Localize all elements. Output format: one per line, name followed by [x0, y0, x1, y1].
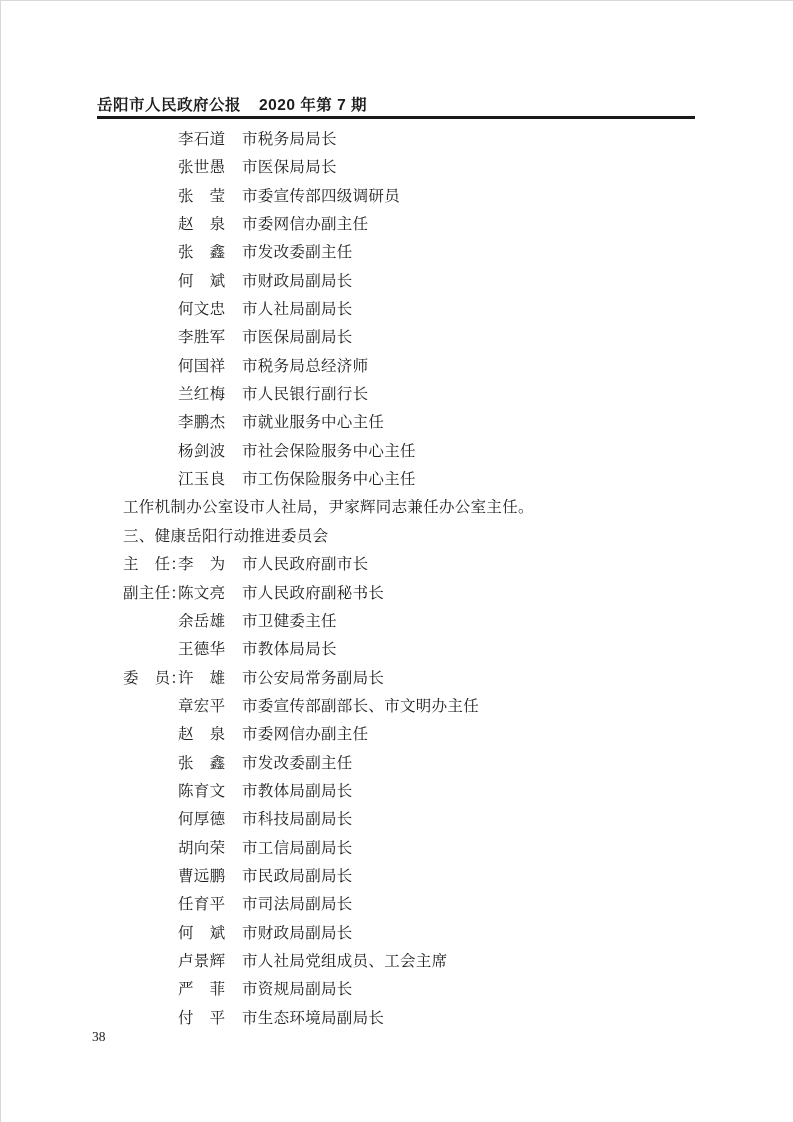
member-title: 市公安局常务副局长 — [242, 669, 385, 687]
member-title: 市卫健委主任 — [242, 612, 337, 630]
appointee-row — [123, 211, 703, 239]
member-name: 陈文亮 — [178, 584, 226, 602]
committee-row — [123, 1005, 703, 1033]
appointee-row — [123, 183, 703, 211]
member-title: 市委网信办副主任 — [242, 726, 369, 744]
appointee-row — [123, 239, 703, 267]
member-title: 市税务局局长 — [242, 131, 337, 148]
member-name: 卢景辉 — [178, 952, 226, 970]
member-name: 严 菲 — [178, 981, 226, 999]
appointee-row — [123, 381, 703, 409]
issue-label: 2020 年第 7 期 — [259, 97, 368, 114]
member-name: 任育平 — [178, 896, 226, 914]
committee-row — [123, 920, 703, 948]
member-title: 市发改委副主任 — [242, 754, 353, 772]
committee-list — [123, 551, 703, 1033]
member-name: 何厚德 — [178, 811, 226, 829]
member-name: 杨剑波 — [178, 442, 226, 460]
role-label: 副主任： — [123, 584, 187, 602]
appointee-list — [123, 126, 703, 494]
committee-row — [123, 835, 703, 863]
member-name: 江玉良 — [178, 471, 226, 489]
committee-row — [123, 721, 703, 749]
committee-row — [123, 948, 703, 976]
member-title: 市财政局副局长 — [242, 924, 353, 942]
member-name: 张 莹 — [178, 187, 226, 205]
member-name: 李胜军 — [178, 329, 226, 347]
member-name: 张 鑫 — [178, 754, 226, 772]
office-note: 工作机制办公室设市人社局，尹家辉同志兼任办公室主任。 — [123, 499, 534, 517]
appointee-row — [123, 154, 703, 182]
member-name: 胡向荣 — [178, 839, 226, 857]
member-name: 王德华 — [178, 641, 226, 659]
member-title: 市人社局党组成员、工会主席 — [242, 952, 448, 970]
member-name: 付 平 — [178, 1009, 226, 1027]
member-name: 李鹏杰 — [178, 414, 226, 432]
committee-row — [123, 806, 703, 834]
member-title: 市民政局副局长 — [242, 867, 353, 885]
member-title: 市发改委副主任 — [242, 244, 353, 262]
appointee-row — [123, 466, 703, 494]
appointee-row — [123, 353, 703, 381]
member-title: 市医保局副局长 — [242, 329, 353, 347]
appointee-row — [123, 268, 703, 296]
appointee-row — [123, 409, 703, 437]
member-name: 章宏平 — [178, 697, 226, 715]
member-name: 张世愚 — [178, 159, 226, 177]
page-number: 38 — [92, 1029, 106, 1044]
member-title: 市财政局副局长 — [242, 272, 353, 290]
member-name: 李 为 — [178, 556, 226, 574]
member-name: 赵 泉 — [178, 216, 226, 234]
section-heading: 三、健康岳阳行动推进委员会 — [123, 527, 329, 545]
member-title: 市人民银行副行长 — [242, 386, 369, 404]
committee-row — [123, 608, 703, 636]
committee-row — [123, 580, 703, 608]
member-title: 市人社局副局长 — [242, 301, 353, 319]
member-name: 何国祥 — [178, 357, 226, 375]
member-title: 市人民政府副秘书长 — [242, 584, 385, 602]
member-name: 兰红梅 — [178, 386, 226, 404]
member-title: 市司法局副局长 — [242, 896, 353, 914]
member-title: 市就业服务中心主任 — [242, 414, 385, 432]
committee-row — [123, 778, 703, 806]
member-name: 李石道 — [178, 131, 226, 148]
running-header — [97, 98, 367, 114]
member-name: 何 斌 — [178, 272, 226, 290]
appointee-row — [123, 296, 703, 324]
member-name: 赵 泉 — [178, 726, 226, 744]
committee-row — [123, 863, 703, 891]
member-title: 市医保局局长 — [242, 159, 337, 177]
member-name: 许 雄 — [178, 669, 226, 687]
member-name: 何 斌 — [178, 924, 226, 942]
role-label: 主 任： — [123, 556, 187, 574]
member-name: 余岳雄 — [178, 612, 226, 630]
member-name: 曹远鹏 — [178, 867, 226, 885]
appointee-row — [123, 324, 703, 352]
member-title: 市社会保险服务中心主任 — [242, 442, 416, 460]
member-title: 市委网信办副主任 — [242, 216, 369, 234]
document-body — [123, 126, 703, 1033]
role-label: 委 员： — [123, 669, 187, 687]
appointee-row — [123, 438, 703, 466]
member-title: 市工伤保险服务中心主任 — [242, 471, 416, 489]
member-title: 市教体局副局长 — [242, 782, 353, 800]
member-name: 陈育文 — [178, 782, 226, 800]
member-title: 市委宣传部副部长、市文明办主任 — [242, 697, 480, 715]
committee-row — [123, 693, 703, 721]
header-rule — [97, 116, 695, 119]
member-title: 市税务局总经济师 — [242, 357, 369, 375]
member-name: 何文忠 — [178, 301, 226, 319]
member-title: 市人民政府副市长 — [242, 556, 369, 574]
gazette-title: 岳阳市人民政府公报 — [97, 97, 242, 114]
member-title: 市委宣传部四级调研员 — [242, 187, 401, 205]
committee-row — [123, 551, 703, 579]
member-title: 市教体局局长 — [242, 641, 337, 659]
member-name: 张 鑫 — [178, 244, 226, 262]
committee-row — [123, 665, 703, 693]
member-title: 市资规局副局长 — [242, 981, 353, 999]
member-title: 市科技局副局长 — [242, 811, 353, 829]
member-title: 市工信局副局长 — [242, 839, 353, 857]
committee-row — [123, 636, 703, 664]
committee-row — [123, 976, 703, 1004]
member-title: 市生态环境局副局长 — [242, 1009, 385, 1027]
committee-row — [123, 891, 703, 919]
appointee-row — [123, 126, 703, 154]
committee-row — [123, 750, 703, 778]
